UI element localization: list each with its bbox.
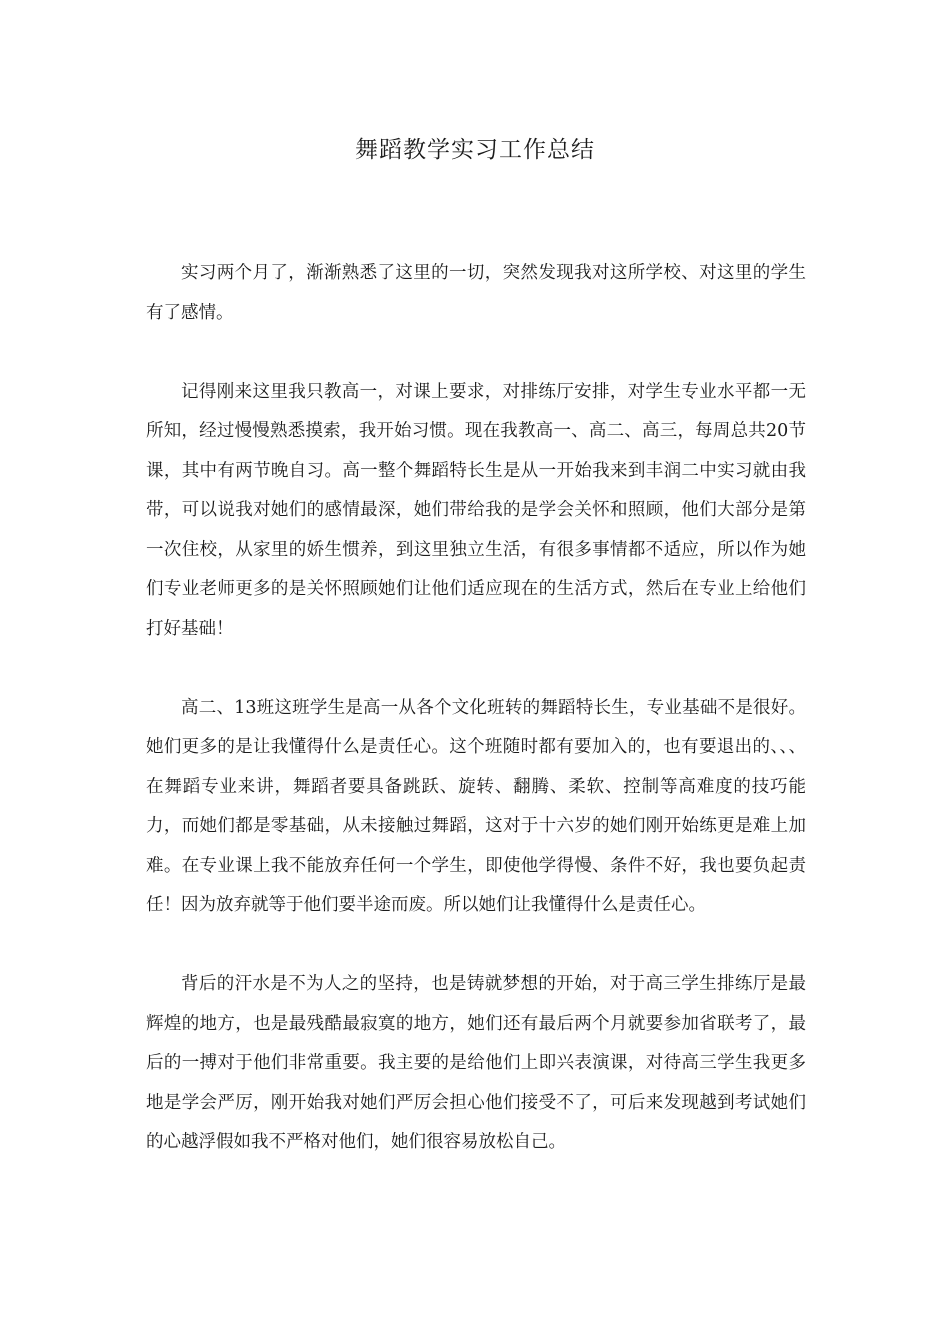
document-title: 舞蹈教学实习工作总结 [355,137,595,163]
paragraph-1: 实习两个月了，渐渐熟悉了这里的一切，突然发现我对这所学校、对这里的学生有了感情。 [146,263,806,323]
paragraph-3: 高二、13班这班学生是高一从各个文化班转的舞蹈特长生，专业基础不是很好。她们更多的是让我懂得什么是责任心。这个班随时都有要加入的，也有要退出的、、、在舞蹈专业来讲，舞蹈者要具备跳跃、旋转、翻腾、柔软、控制等高难度的技巧能力，而她们都是零基础，从未接触过舞蹈，这对于十六岁的她们刚开始练更是难上加难。在专业课上我不能放弃任何一个学生，即使他学得慢、条件不好，我也要负起责任！因为放弃就等于他们要半途而废。所以她们让我懂得什么是责任心。 [146,697,806,915]
paragraph-2: 记得刚来这里我只教高一，对课上要求，对排练厅安排，对学生专业水平都一无所知，经过慢慢熟悉摸索，我开始习惯。现在我教高一、高二、高三，每周总共20节课，其中有两节晚自习。高一整个舞蹈特长生是从一开始我来到丰润二中实习就由我带，可以说我对她们的感情最深，她们带给我的是学会关怀和照顾，他们大部分是第一次住校，从家里的娇生惯养，到这里独立生活，有很多事情都不适应，所以作为她们专业老师更多的是关怀照顾她们让他们适应现在的生活方式，然后在专业上给他们打好基础！ [146,381,806,639]
document-body [146,254,806,1163]
paragraph-4: 背后的汗水是不为人之的坚持，也是铸就梦想的开始，对于高三学生排练厅是最辉煌的地方，也是最残酷最寂寞的地方，她们还有最后两个月就要参加省联考了，最后的一搏对于他们非常重要。我主要的是给他们上即兴表演课，对待高三学生我更多地是学会严厉，刚开始我对她们严厉会担心他们接受不了，可后来发现越到考试她们的心越浮假如我不严格对他们，她们很容易放松自己。 [146,974,806,1152]
